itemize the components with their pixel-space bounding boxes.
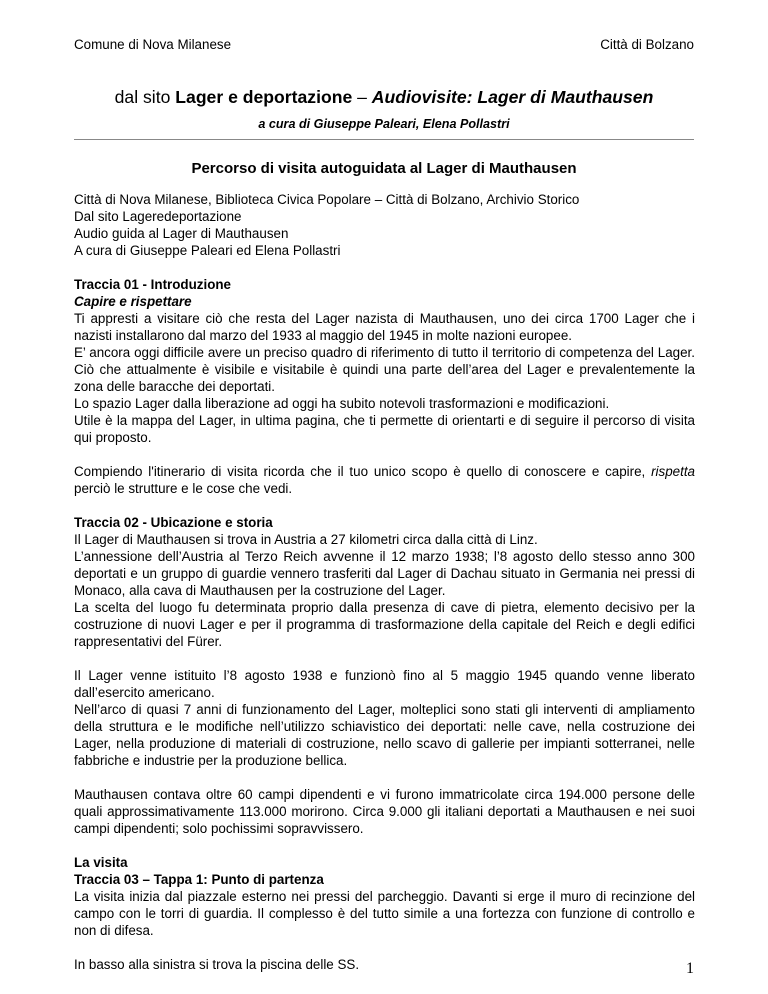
paragraph: La scelta del luogo fu determinata proprio dalla presenza di cave di pietra, elemento decisivo per la costruzione di nuovi Lager e per il programma di trasformazione della capitale del Reich e degli edifici rappresentativi del Fürer. — [74, 600, 695, 649]
paragraph: Utile è la mappa del Lager, in ultima pagina, che ti permette di orientarti e di seguire il percorso di visita qui proposto. — [74, 413, 695, 445]
document-title — [0, 86, 768, 108]
visit-title: La visita — [74, 855, 128, 870]
title-prefix: dal sito — [114, 87, 176, 107]
document-heading: Percorso di visita autoguidata al Lager di Mauthausen — [191, 160, 577, 177]
track03-title: Traccia 03 – Tappa 1: Punto di partenza — [74, 872, 324, 887]
paragraph: Il Lager di Mauthausen si trova in Austria a 27 kilometri circa dalla città di Linz. — [74, 532, 538, 547]
credits-line: Audio guida al Lager di Mauthausen — [74, 226, 289, 241]
closing-text-italic: rispetta — [651, 464, 695, 479]
document-subtitle: a cura di Giuseppe Paleari, Elena Pollastri — [258, 117, 510, 131]
paragraph: Ti appresti a visitare ciò che resta del Lager nazista di Mauthausen, uno dei circa 1700 Lager che i nazisti installarono dal marzo del 1933 al maggio del 1945 in molte nazioni europee. — [74, 311, 695, 343]
title-section: Audiovisite: Lager di Mauthausen — [371, 87, 654, 107]
paragraph: Nell’arco di quasi 7 anni di funzionamento del Lager, molteplici sono stati gli interventi di ampliamento della struttura e le modifiche nell’utilizzo schiavistico dei deportati: nelle cave, nella costruzione dei Lager, nella produzione di materiali di costruzione, nello scavo di gallerie per impianti sotterranei, nelle fabbriche e industrie per la produzione bellica. — [74, 702, 695, 768]
page-number: 1 — [686, 960, 694, 977]
document-body — [74, 191, 695, 973]
header-left: Comune di Nova Milanese — [74, 37, 232, 52]
page-header — [74, 37, 694, 52]
track01-subtitle: Capire e rispettare — [74, 294, 192, 309]
title-site: Lager e deportazione — [175, 87, 353, 107]
paragraph: Lo spazio Lager dalla liberazione ad oggi ha subito notevoli trasformazioni e modificazioni. — [74, 396, 610, 411]
paragraph: In basso alla sinistra si trova la piscina delle SS. — [74, 957, 360, 972]
title-dash: – — [352, 87, 372, 107]
closing-text-after: perciò le strutture e le cose che vedi. — [74, 481, 293, 496]
paragraph: E’ ancora oggi difficile avere un preciso quadro di riferimento di tutto il territorio di competenza del Lager. Ciò che attualmente è visibile e visitabile è quindi una parte dell’area del Lager e prevalentemente la zona delle baracche dei deportati. — [74, 345, 695, 394]
paragraph: L’annessione dell’Austria al Terzo Reich avvenne il 12 marzo 1938; l’8 agosto dello stesso anno 300 deportati e un gruppo di guardie vennero trasferiti dal Lager di Dachau situato in Germania nei pressi di Monaco, alla cava di Mauthausen per la costruzione del Lager. — [74, 549, 695, 598]
credits-line: Città di Nova Milanese, Biblioteca Civica Popolare – Città di Bolzano, Archivio Storico — [74, 192, 580, 207]
header-divider — [74, 139, 694, 140]
paragraph: Mauthausen contava oltre 60 campi dipendenti e vi furono immatricolate circa 194.000 persone delle quali approssimativamente 113.000 morirono. Circa 9.000 gli italiani deportati a Mauthausen e nei suoi campi dipendenti; solo pochissimi sopravvissero. — [74, 787, 695, 836]
paragraph: La visita inizia dal piazzale esterno nei pressi del parcheggio. Davanti si erge il muro di recinzione del campo con le torri di guardia. Il complesso è del tutto simile a una fortezza con funzione di controllo e non di difesa. — [74, 889, 695, 938]
paragraph — [74, 463, 695, 497]
credits-line: Dal sito Lageredeportazione — [74, 209, 242, 224]
track02-title: Traccia 02 - Ubicazione e storia — [74, 515, 273, 530]
paragraph: Il Lager venne istituito l’8 agosto 1938 e funzionò fino al 5 maggio 1945 quando venne liberato dall’esercito americano. — [74, 668, 695, 700]
track01-title: Traccia 01 - Introduzione — [74, 277, 232, 292]
closing-text-before: Compiendo l'itinerario di visita ricorda che il tuo unico scopo è quello di conoscere e capire, — [74, 464, 652, 479]
header-right: Città di Bolzano — [600, 37, 694, 52]
credits-line: A cura di Giuseppe Paleari ed Elena Pollastri — [74, 243, 341, 258]
